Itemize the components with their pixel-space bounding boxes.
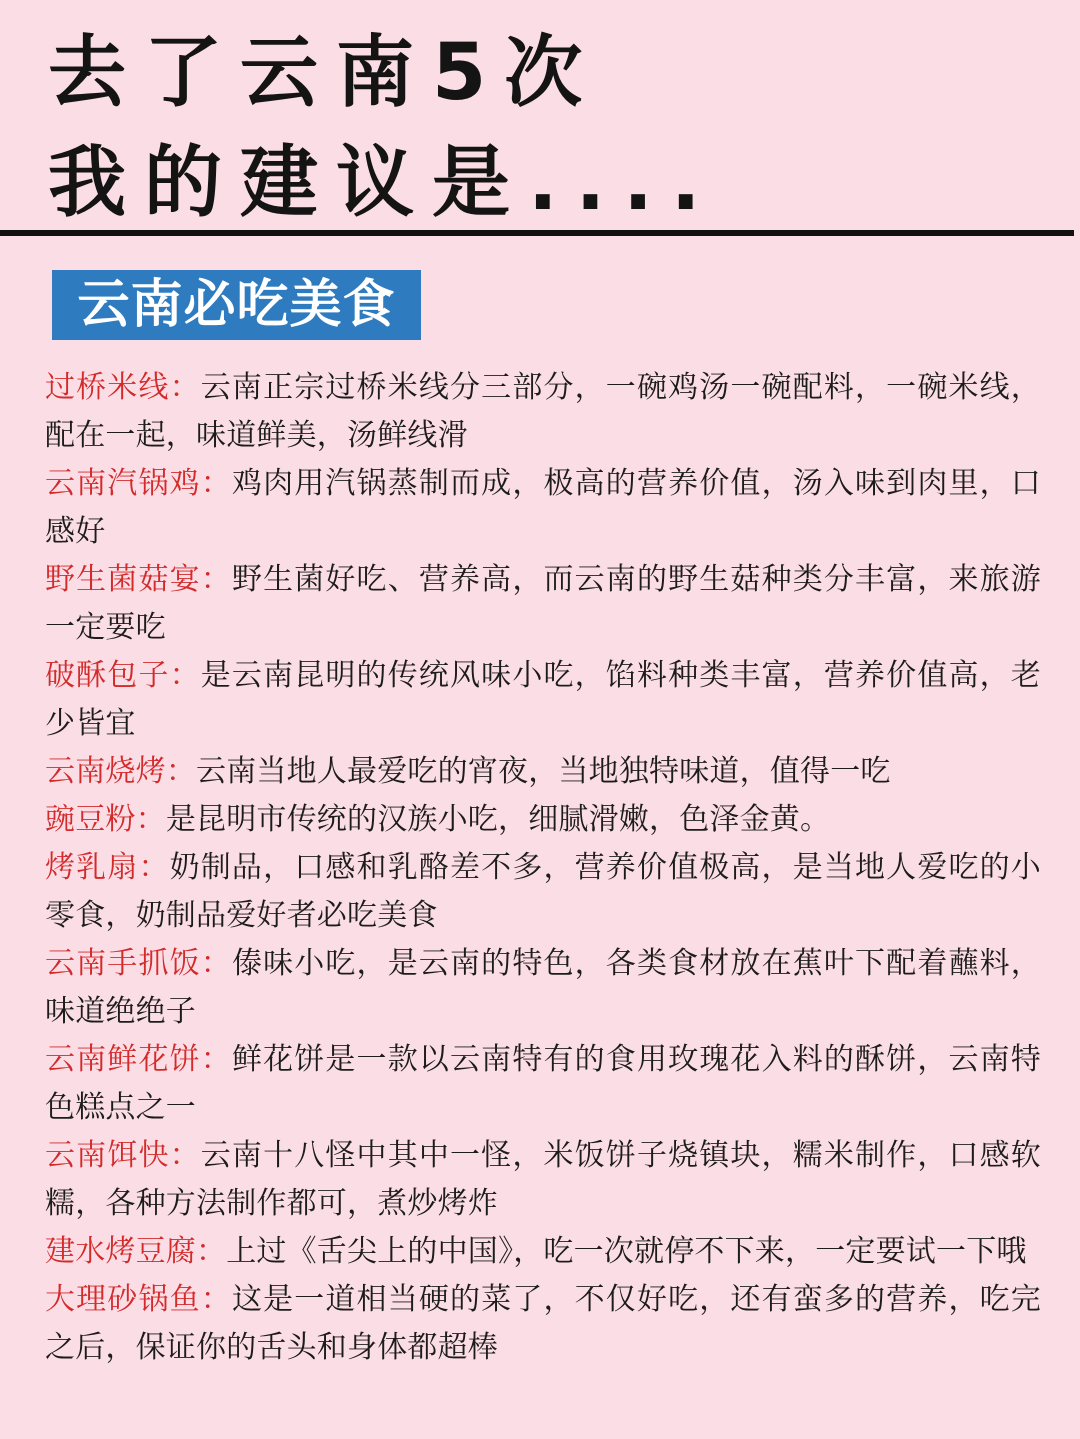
food-description: 野生菌好吃、营养高，而云南的野生菇种类分丰富，来旅游一定要吃 [45, 562, 1042, 645]
food-description: 云南当地人最爱吃的宵夜，当地独特味道，值得一吃 [196, 754, 891, 789]
food-separator: ： [169, 658, 201, 693]
food-item [45, 1036, 1041, 1132]
food-name: 建水烤豆腐 [45, 1234, 196, 1269]
food-item [45, 652, 1041, 748]
food-separator: ： [200, 562, 232, 597]
food-name: 云南饵快 [45, 1138, 170, 1173]
food-item [45, 1276, 1041, 1372]
food-separator: ： [200, 1282, 232, 1317]
food-separator: ： [135, 802, 166, 837]
food-item [45, 940, 1041, 1036]
food-separator: ： [169, 1138, 201, 1173]
food-item [45, 796, 1041, 844]
food-item [45, 556, 1041, 652]
section-badge [52, 270, 421, 340]
food-name: 破酥包子 [45, 658, 170, 693]
food-item [45, 1132, 1041, 1228]
food-name: 云南鲜花饼 [45, 1042, 201, 1077]
food-description: 这是一道相当硬的菜了，不仅好吃，还有蛮多的营养，吃完之后，保证你的舌头和身体都超棒 [45, 1282, 1042, 1365]
food-item [45, 364, 1041, 460]
food-item [45, 460, 1041, 556]
food-separator: ： [196, 1234, 227, 1269]
food-name: 云南手抓饭 [45, 946, 201, 981]
section-badge-label: 云南必吃美食 [77, 275, 396, 335]
food-item [45, 844, 1041, 940]
food-name: 豌豆粉 [45, 802, 136, 837]
food-separator: ： [200, 466, 232, 501]
food-separator: ： [200, 946, 232, 981]
food-description: 奶制品，口感和乳酪差不多，营养价值极高，是当地人爱吃的小零食，奶制品爱好者必吃美食 [45, 850, 1041, 933]
food-item [45, 1228, 1041, 1276]
title-line-1: 去了云南5次 [48, 28, 601, 118]
food-description: 云南十八怪中其中一怪，米饭饼子烧镇块，糯米制作，口感软糯，各种方法制作都可，煮炒烤炸 [45, 1138, 1041, 1221]
food-name: 野生菌菇宴 [45, 562, 201, 597]
food-description: 云南正宗过桥米线分三部分，一碗鸡汤一碗配料，一碗米线，配在一起，味道鲜美，汤鲜线滑 [45, 370, 1041, 453]
food-name: 云南烧烤 [45, 754, 166, 789]
food-separator: ： [138, 850, 170, 885]
food-separator: ： [200, 1042, 232, 1077]
food-description: 鸡肉用汽锅蒸制而成，极高的营养价值，汤入味到肉里，口感好 [45, 466, 1042, 549]
food-description: 是昆明市传统的汉族小吃，细腻滑嫩，色泽金黄。 [165, 802, 831, 837]
header-divider [0, 230, 1074, 236]
food-name: 烤乳扇 [45, 850, 139, 885]
food-name: 大理砂锅鱼 [45, 1282, 201, 1317]
food-name: 过桥米线 [45, 370, 170, 405]
title-line-2: 我的建议是.... [48, 138, 719, 228]
food-description: 是云南昆明的传统风味小吃，馅料种类丰富，营养价值高，老少皆宜 [45, 658, 1041, 741]
food-description: 上过《舌尖上的中国》，吃一次就停不下来，一定要试一下哦 [226, 1234, 1027, 1269]
food-separator: ： [165, 754, 197, 789]
page-header [48, 18, 1048, 238]
food-separator: ： [169, 370, 201, 405]
food-description: 傣味小吃，是云南的特色，各类食材放在蕉叶下配着蘸料，味道绝绝子 [45, 946, 1042, 1029]
food-description: 鲜花饼是一款以云南特有的食用玫瑰花入料的酥饼，云南特色糕点之一 [45, 1042, 1042, 1125]
food-list [45, 364, 1041, 1372]
food-name: 云南汽锅鸡 [45, 466, 201, 501]
food-item [45, 748, 1041, 796]
